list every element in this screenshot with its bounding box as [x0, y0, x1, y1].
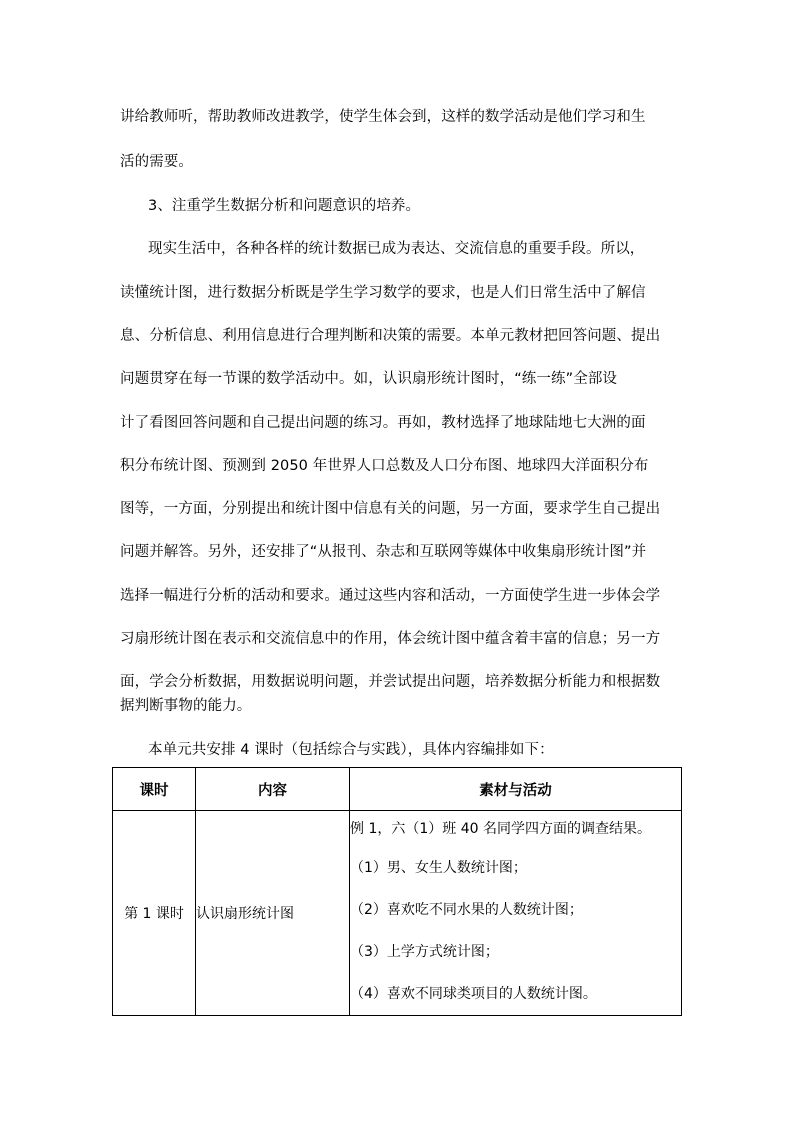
paragraph-line: 积分布统计图、预测到 2050 年世界人口总数及人口分布图、地球四大洋面积分布 — [120, 458, 649, 474]
material-item: （4）喜欢不同球类项目的人数统计图。 — [350, 986, 597, 1002]
material-item: （2）喜欢吃不同水果的人数统计图； — [350, 902, 583, 918]
table-header-row — [113, 768, 682, 811]
section-heading: 3、注重学生数据分析和问题意识的培养。 — [148, 198, 421, 214]
paragraph-line: 选择一幅进行分析的活动和要求。通过这些内容和活动，一方面使学生进一步体会学 — [120, 588, 661, 604]
header-materials: 素材与活动 — [350, 768, 682, 811]
cell-period: 第 1 课时 — [113, 811, 196, 1016]
paragraph-line: 问题并解答。另外，还安排了“从报刊、杂志和互联网等媒体中收集扇形统计图”并 — [120, 544, 647, 560]
header-content: 内容 — [196, 768, 350, 811]
paragraph-line: 面，学会分析数据，用数据说明问题，并尝试提出问题，培养数据分析能力和根据数 — [120, 674, 661, 690]
paragraph-line: 现实生活中，各种各样的统计数据已成为表达、交流信息的重要手段。所以， — [148, 241, 645, 257]
paragraph-line: 图等，一方面，分别提出和统计图中信息有关的问题，另一方面，要求学生自己提出 — [120, 501, 661, 517]
paragraph-line: 读懂统计图，进行数据分析既是学生学习数学的要求，也是人们日常生活中了解信 — [120, 285, 646, 301]
paragraph-line — [120, 694, 251, 715]
paragraph-line: 息、分析信息、利用信息进行合理判断和决策的需要。本单元教材把回答问题、提出 — [120, 328, 661, 344]
material-item: 例 1，六（1）班 40 名同学四方面的调查结果。 — [350, 821, 651, 837]
schedule-intro: 本单元共安排 4 课时（包括综合与实践），具体内容编排如下： — [148, 742, 554, 758]
lesson-schedule-table — [112, 767, 682, 1016]
material-item: （1）男、女生人数统计图； — [350, 860, 527, 876]
material-item: （3）上学方式统计图； — [350, 944, 499, 960]
paragraph-line: 问题贯穿在每一节课的数学活动中。如，认识扇形统计图时，“练一练”全部设 — [120, 371, 618, 387]
header-period: 课时 — [113, 768, 196, 811]
cell-content: 认识扇形统计图 — [196, 811, 350, 1016]
paragraph-line: 讲给教师听，帮助教师改进教学，使学生体会到，这样的数学活动是他们学习和生 — [120, 109, 646, 125]
table-row — [113, 811, 682, 1016]
cell-materials — [350, 811, 682, 1016]
paragraph-line-text: 据判断事物的能力。 — [120, 698, 252, 714]
paragraph-line: 习扇形统计图在表示和交流信息中的作用，体会统计图中蕴含着丰富的信息；另一方 — [120, 631, 661, 647]
paragraph-line: 计了看图回答问题和自己提出问题的练习。再如，教材选择了地球陆地七大洲的面 — [120, 415, 646, 431]
paragraph-line: 活的需要。 — [120, 154, 193, 170]
